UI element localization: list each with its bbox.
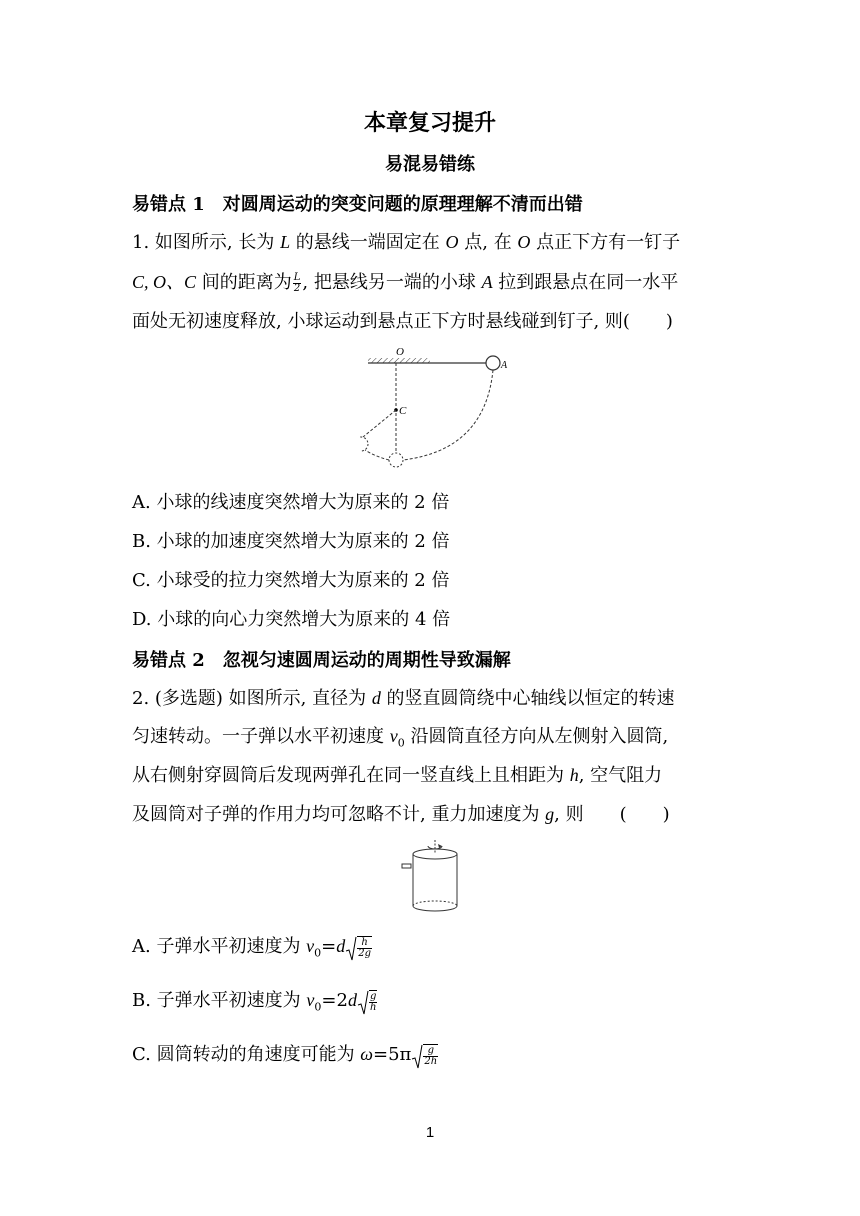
fraction-L-over-2: $\frac{L}{2}$ bbox=[293, 271, 301, 294]
sqrt-g-over-h: $\frac{g}{h}$ bbox=[357, 990, 377, 1013]
error-point-1-heading: 易错点 1 对圆周运动的突变问题的原理理解不清而出错 bbox=[132, 194, 583, 215]
label-a: A bbox=[501, 360, 508, 371]
label-c: C bbox=[399, 405, 407, 417]
short-string bbox=[363, 410, 396, 437]
q2-line-2: 匀速转动。一子弹以水平初速度 $v_0$ 沿圆筒直径方向从左侧射入圆筒, bbox=[132, 726, 669, 750]
large-arc-path bbox=[403, 370, 493, 460]
ball-a bbox=[486, 356, 500, 370]
page-number: 1 bbox=[425, 1124, 435, 1141]
ball-bottom-position bbox=[389, 453, 403, 467]
q2-option-b: B. 子弹水平初速度为 $v_0=2d$ $\frac{g}{h}$ bbox=[132, 990, 377, 1014]
q1-option-d: D. 小球的向心力突然增大为原来的 4 倍 bbox=[132, 609, 451, 630]
bullet bbox=[402, 864, 411, 868]
cylinder-bottom-front bbox=[413, 906, 457, 911]
q1-option-b: B. 小球的加速度突然增大为原来的 2 倍 bbox=[132, 531, 450, 552]
q1-option-c: C. 小球受的拉力突然增大为原来的 2 倍 bbox=[132, 570, 450, 591]
sqrt-h-over-2g: $\frac{h}{2g}$ bbox=[345, 936, 372, 959]
pendulum-figure bbox=[360, 340, 520, 475]
q2-line-4: 及圆筒对子弹的作用力均可忽略不计, 重力加速度为 g, 则 ( ) bbox=[132, 804, 670, 825]
error-point-2-heading: 易错点 2 忽视匀速圆周运动的周期性导致漏解 bbox=[132, 650, 511, 671]
q1-line-2: C, O、C 间的距离为 $\frac{L}{2}$ , 把悬线另一端的小球 A 拉到跟悬点在同一水平 bbox=[132, 271, 679, 294]
q1-line-1: 1. 如图所示, 长为 L 的悬线一端固定在 O 点, 在 O 点正下方有一钉子 bbox=[132, 232, 681, 253]
sqrt-g-over-2h: $\frac{g}{2h}$ bbox=[411, 1044, 438, 1067]
page-title: 本章复习提升 bbox=[363, 110, 496, 136]
section-subtitle: 易混易错练 bbox=[385, 154, 475, 175]
q2-line-1: 2. (多选题) 如图所示, 直径为 d 的竖直圆筒绕中心轴线以恒定的转速 bbox=[132, 688, 675, 709]
small-arc-path bbox=[365, 450, 389, 460]
q2-line-3: 从右侧射穿圆筒后发现两弹孔在同一竖直线上且相距为 h, 空气阻力 bbox=[132, 765, 663, 786]
cylinder-bottom-back bbox=[413, 901, 457, 906]
q1-option-a: A. 小球的线速度突然增大为原来的 2 倍 bbox=[132, 492, 450, 513]
ceiling-hatch bbox=[368, 358, 430, 363]
q2-option-a: A. 子弹水平初速度为 $v_0=d$ $\frac{h}{2g}$ bbox=[132, 936, 372, 960]
ball-left-position bbox=[360, 437, 368, 451]
q2-option-c: C. 圆筒转动的角速度可能为 ω=5π $\frac{g}{2h}$ bbox=[132, 1044, 438, 1067]
label-o: O bbox=[396, 346, 404, 358]
cylinder-figure bbox=[398, 838, 464, 916]
q1-line-3: 面处无初速度释放, 小球运动到悬点正下方时悬线碰到钉子, 则( ) bbox=[132, 311, 673, 332]
